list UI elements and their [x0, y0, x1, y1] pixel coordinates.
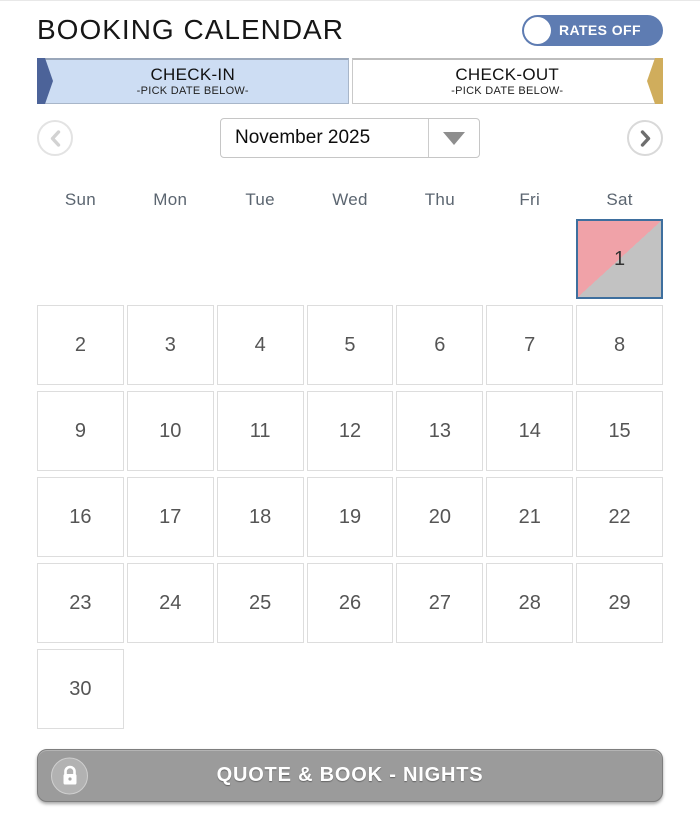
day-cell-16[interactable]: 16	[37, 477, 124, 557]
day-cell-13[interactable]: 13	[396, 391, 483, 471]
month-dropdown-value: November 2025	[235, 127, 371, 148]
check-out-arrow-icon	[647, 58, 663, 104]
check-out-label: CHECK-OUT	[455, 65, 560, 84]
calendar-grid	[37, 219, 663, 729]
page-title: BOOKING CALENDAR	[37, 14, 344, 45]
day-cell-20[interactable]: 20	[396, 477, 483, 557]
weekday-header	[37, 190, 663, 210]
next-month-button[interactable]	[627, 120, 663, 156]
weekday-wed: Wed	[332, 190, 368, 209]
prev-month-button[interactable]	[37, 120, 73, 156]
day-cell-26[interactable]: 26	[307, 563, 394, 643]
day-cell-17[interactable]: 17	[127, 477, 214, 557]
day-cell-14[interactable]: 14	[486, 391, 573, 471]
day-cell-19[interactable]: 19	[307, 477, 394, 557]
check-out-sublabel: -PICK DATE BELOW-	[451, 85, 564, 98]
check-in-label: CHECK-IN	[150, 65, 236, 84]
month-dropdown[interactable]	[220, 118, 480, 158]
empty-cell	[396, 219, 483, 299]
day-cell-29[interactable]: 29	[576, 563, 663, 643]
day-cell-11[interactable]: 11	[217, 391, 304, 471]
day-cell-9[interactable]: 9	[37, 391, 124, 471]
check-in-arrow-icon	[37, 58, 53, 104]
day-cell-3[interactable]: 3	[127, 305, 214, 385]
weekday-mon: Mon	[153, 190, 188, 209]
booking-calendar-page	[0, 1, 700, 827]
empty-cell	[307, 219, 394, 299]
day-cell-5[interactable]: 5	[307, 305, 394, 385]
day-cell-8[interactable]: 8	[576, 305, 663, 385]
day-cell-7[interactable]: 7	[486, 305, 573, 385]
tab-check-out[interactable]	[352, 58, 664, 104]
day-cell-21[interactable]: 21	[486, 477, 573, 557]
empty-cell	[307, 649, 394, 729]
day-cell-18[interactable]: 18	[217, 477, 304, 557]
weekday-sun: Sun	[64, 190, 96, 209]
quote-button-label: QUOTE & BOOK - NIGHTS	[216, 764, 484, 786]
lock-icon	[51, 757, 88, 794]
chevron-left-icon	[49, 130, 62, 147]
empty-cell	[127, 219, 214, 299]
day-cell-22[interactable]: 22	[576, 477, 663, 557]
month-navigation	[37, 116, 663, 160]
day-cell-23[interactable]: 23	[37, 563, 124, 643]
day-cell-1[interactable]: 1	[576, 219, 663, 299]
day-cell-2[interactable]: 2	[37, 305, 124, 385]
empty-cell	[127, 649, 214, 729]
day-cell-10[interactable]: 10	[127, 391, 214, 471]
day-cell-12[interactable]: 12	[307, 391, 394, 471]
toggle-knob-icon	[524, 17, 551, 44]
empty-cell	[576, 649, 663, 729]
empty-cell	[217, 649, 304, 729]
empty-cell	[396, 649, 483, 729]
day-cell-6[interactable]: 6	[396, 305, 483, 385]
chevron-right-icon	[639, 130, 652, 147]
empty-cell	[486, 219, 573, 299]
day-cell-30[interactable]: 30	[37, 649, 124, 729]
day-cell-24[interactable]: 24	[127, 563, 214, 643]
checkin-checkout-tabs	[37, 58, 663, 104]
day-cell-27[interactable]: 27	[396, 563, 483, 643]
empty-cell	[486, 649, 573, 729]
tab-check-in[interactable]	[37, 58, 349, 104]
empty-cell	[217, 219, 304, 299]
chevron-down-icon	[429, 119, 479, 157]
rates-toggle[interactable]	[522, 15, 663, 46]
day-cell-25[interactable]: 25	[217, 563, 304, 643]
empty-cell	[37, 219, 124, 299]
day-cell-28[interactable]: 28	[486, 563, 573, 643]
weekday-thu: Thu	[424, 190, 455, 209]
weekday-sat: Sat	[606, 190, 633, 209]
day-cell-15[interactable]: 15	[576, 391, 663, 471]
header-bar	[37, 11, 663, 49]
check-in-sublabel: -PICK DATE BELOW-	[136, 85, 249, 98]
weekday-fri: Fri	[519, 190, 541, 209]
weekday-tue: Tue	[245, 190, 275, 209]
rates-toggle-label: RATES OFF	[559, 22, 641, 38]
quote-book-button[interactable]	[37, 749, 663, 802]
day-cell-4[interactable]: 4	[217, 305, 304, 385]
